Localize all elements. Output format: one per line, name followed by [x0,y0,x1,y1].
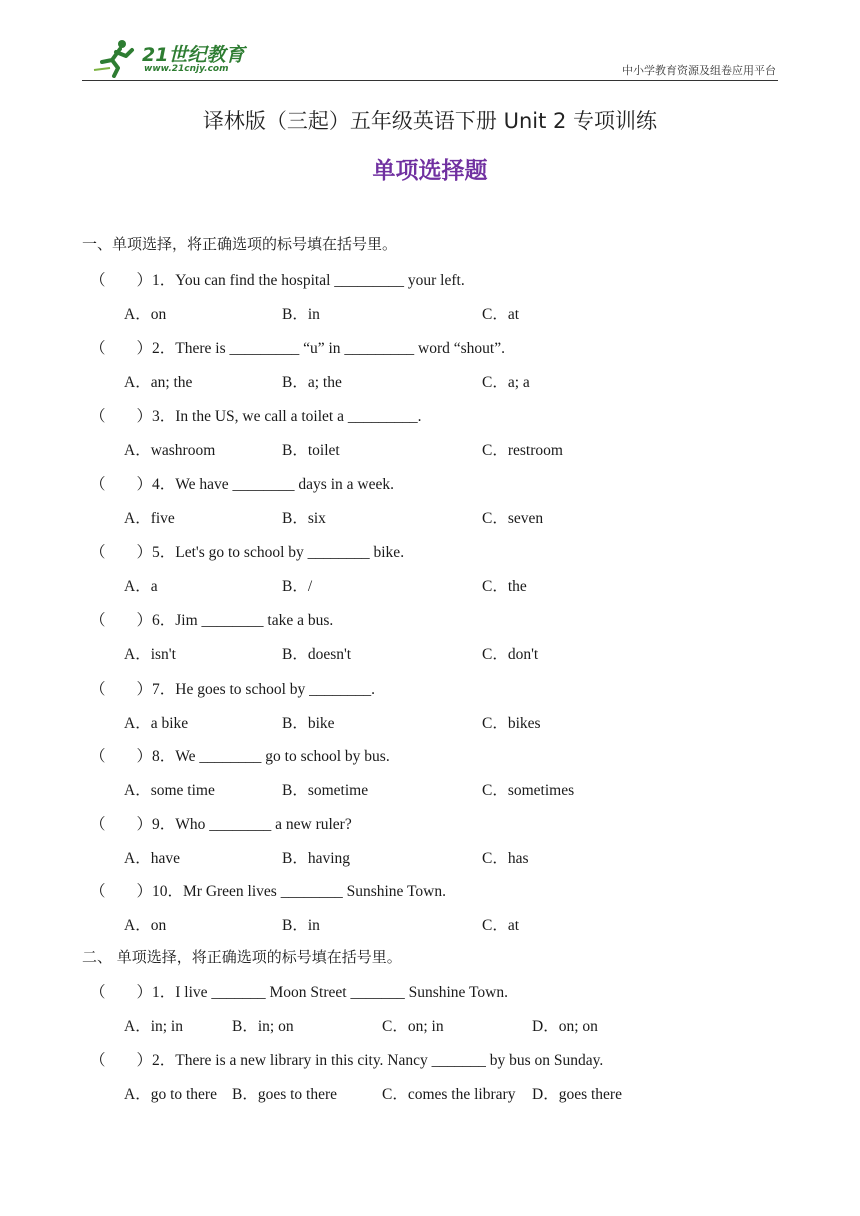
section-heading-2: 二、 单项选择，将正确选项的标号填在括号里。 [82,948,402,966]
runner-logo-icon [92,38,142,78]
logo-text: 21世纪教育 [142,44,245,66]
answer-bracket: （ ） [90,340,153,357]
option-d: D．on; on [532,1018,598,1035]
option-a: A．in; in [124,1018,183,1035]
option-b: B．doesn't [282,646,352,663]
option-a: A．isn't [124,646,176,663]
option-c: C．at [482,306,520,323]
option-c: C．on; in [382,1018,444,1035]
option-c: C．seven [482,510,544,527]
option-a: A．washroom [124,442,216,459]
header-divider [82,80,778,81]
document-title: 译林版（三起）五年级英语下册 Unit 2 专项训练 [202,109,658,133]
option-c: C．the [482,578,527,595]
option-b: B．bike [282,715,335,732]
logo-url: www.21cnjy.com [144,64,229,74]
option-b: B．having [282,850,351,867]
answer-bracket: （ ） [90,748,153,765]
option-a: A．go to there [124,1086,217,1103]
option-a: A．five [124,510,175,527]
option-c: C．at [482,917,520,934]
option-a: A．a bike [124,715,189,732]
option-c: C．has [482,850,529,867]
option-b: B．in [282,917,320,934]
answer-bracket: （ ） [90,681,153,698]
option-c: C．sometimes [482,782,575,799]
question-text: 5．Let's go to school by ________ bike. [152,544,405,561]
answer-bracket: （ ） [90,612,153,629]
question-text: 3．In the US, we call a toilet a _________. [152,408,422,425]
answer-bracket: （ ） [90,883,153,900]
option-b: B．/ [282,578,313,595]
question-text: 2．There is a new library in this city. Nancy _______ by bus on Sunday. [152,1052,604,1069]
option-b: B．sometime [282,782,369,799]
option-c: C．comes the library [382,1086,516,1103]
answer-bracket: （ ） [90,816,153,833]
option-a: A．have [124,850,180,867]
option-b: B．in; on [232,1018,294,1035]
logo [92,36,262,78]
option-c: C．bikes [482,715,541,732]
question-text: 10．Mr Green lives ________ Sunshine Town. [152,883,446,900]
option-b: B．six [282,510,326,527]
option-a: A．a [124,578,158,595]
option-d: D．goes there [532,1086,622,1103]
question-text: 1．I live _______ Moon Street _______ Sunshine Town. [152,984,508,1001]
option-a: A．an; the [124,374,193,391]
answer-bracket: （ ） [90,408,153,425]
answer-bracket: （ ） [90,272,153,289]
option-c: C．a; a [482,374,530,391]
question-text: 8．We ________ go to school by bus. [152,748,390,765]
document-subtitle: 单项选择题 [372,158,488,184]
page-header [82,30,778,82]
question-text: 1．You can find the hospital _________ your left. [152,272,465,289]
question-text: 7．He goes to school by ________. [152,681,376,698]
option-a: A．on [124,306,167,323]
header-platform-name: 中小学教育资源及组卷应用平台 [622,64,776,77]
answer-bracket: （ ） [90,1052,153,1069]
option-b: B．toilet [282,442,340,459]
option-b: B．goes to there [232,1086,338,1103]
question-text: 6．Jim ________ take a bus. [152,612,334,629]
option-a: A．some time [124,782,215,799]
option-c: C．restroom [482,442,563,459]
question-text: 2．There is _________ “u” in _________ word “shout”. [152,340,505,357]
question-text: 4．We have ________ days in a week. [152,476,394,493]
option-a: A．on [124,917,167,934]
option-c: C．don't [482,646,539,663]
question-text: 9．Who ________ a new ruler? [152,816,352,833]
answer-bracket: （ ） [90,984,153,1001]
answer-bracket: （ ） [90,476,153,493]
section-heading-1: 一、单项选择，将正确选项的标号填在括号里。 [82,235,398,253]
option-b: B．a; the [282,374,342,391]
answer-bracket: （ ） [90,544,153,561]
option-b: B．in [282,306,320,323]
